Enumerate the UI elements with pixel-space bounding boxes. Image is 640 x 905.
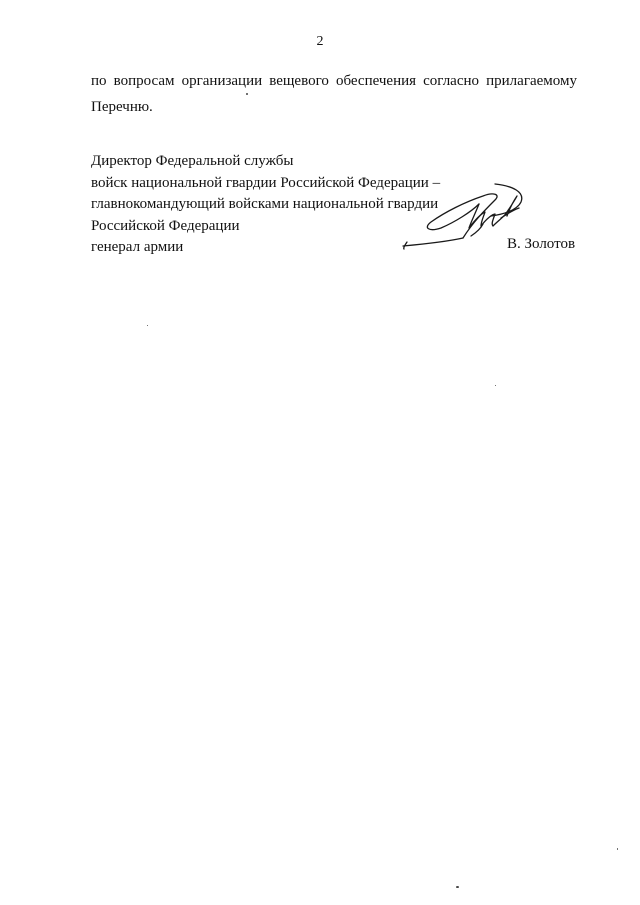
page-number: 2 bbox=[316, 34, 324, 49]
signer-name: В. Золотов bbox=[507, 236, 576, 252]
body-line-2: Перечню. bbox=[91, 99, 153, 115]
body-paragraph bbox=[91, 68, 577, 120]
signatory-line-4: Российской Федерации bbox=[91, 217, 240, 234]
signatory-line-3: главнокомандующий войсками национальной гвардии bbox=[91, 196, 439, 212]
signatory-title-block bbox=[91, 151, 440, 259]
scan-speck bbox=[617, 848, 618, 850]
scan-speck bbox=[246, 93, 248, 95]
signatory-line-1: Директор Федеральной службы bbox=[91, 153, 294, 169]
signatory-line-5: генерал армии bbox=[91, 239, 184, 255]
signatory-line-2: войск национальной гвардии Российской Федерации – bbox=[91, 174, 441, 191]
scan-speck bbox=[147, 325, 148, 326]
body-line-1: по вопросам организации вещевого обеспечения согласно прилагаемому bbox=[91, 73, 577, 89]
scan-speck bbox=[456, 886, 459, 888]
scan-speck bbox=[495, 385, 496, 386]
